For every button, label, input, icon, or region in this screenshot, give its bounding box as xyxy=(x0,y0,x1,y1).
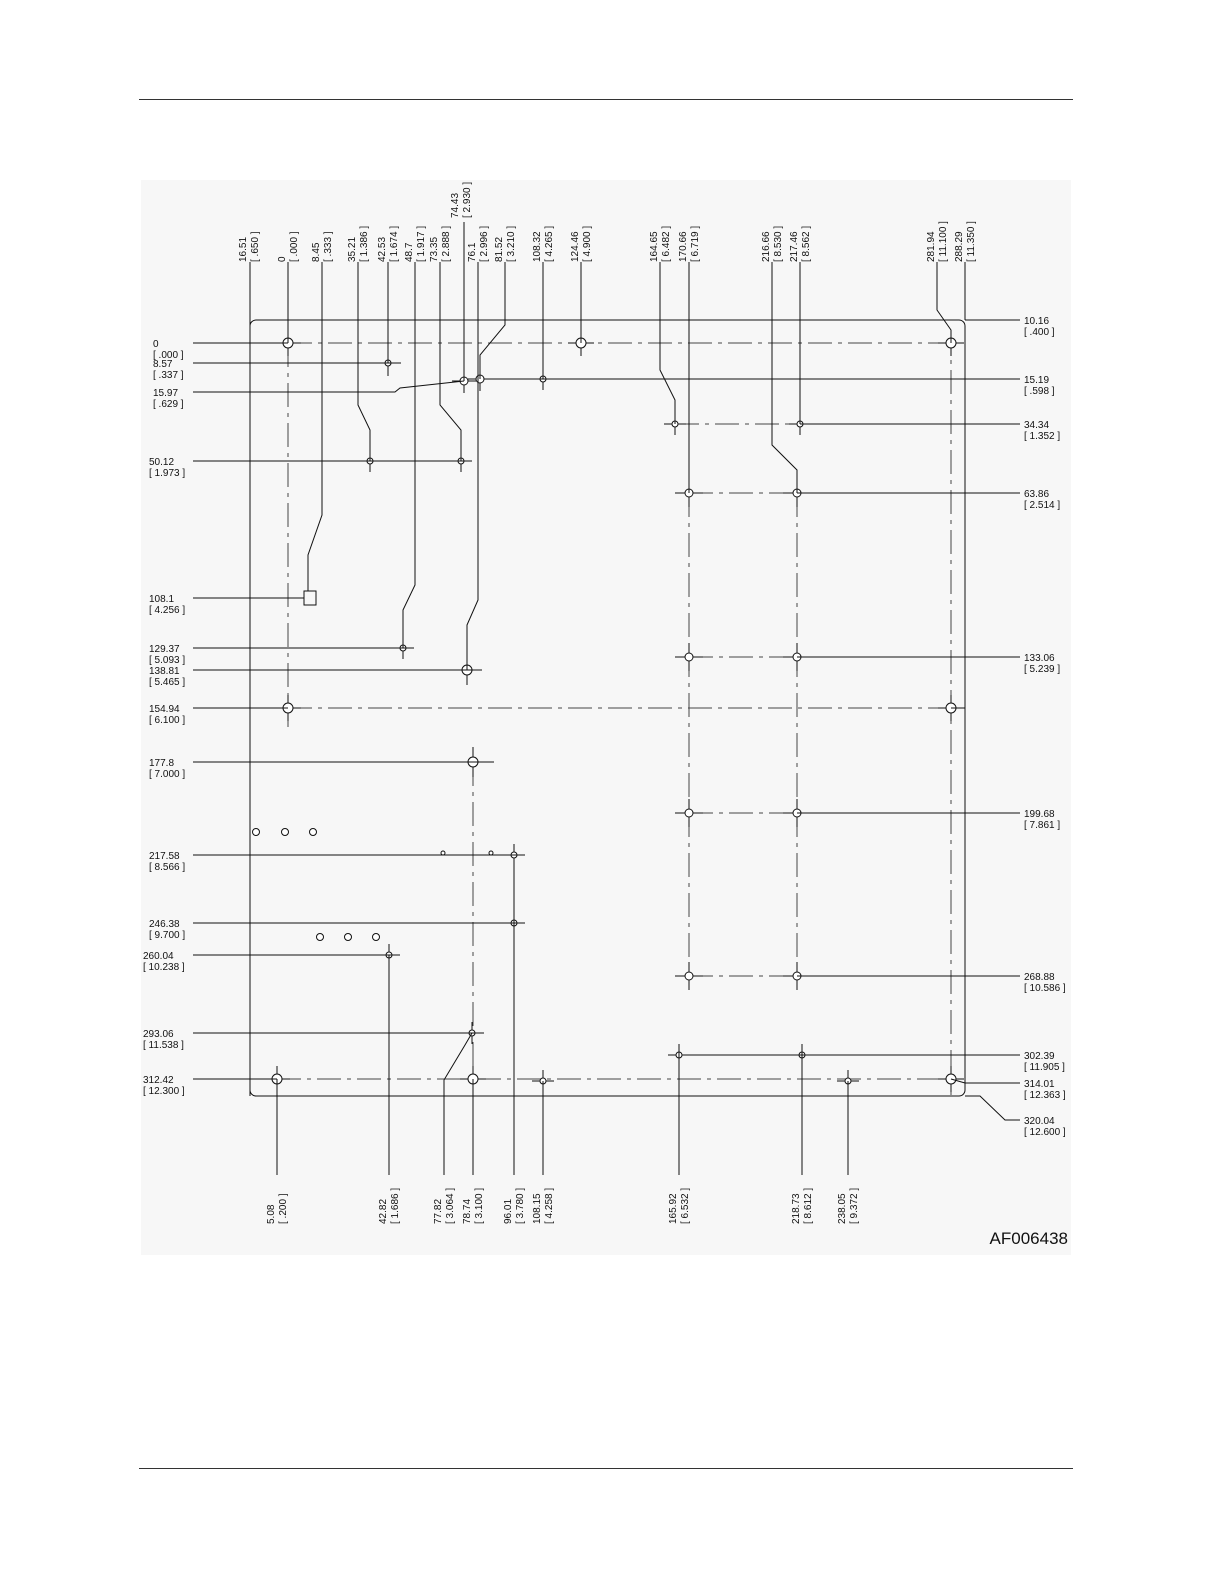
dim-label-bottom-0-mm: 5.08 xyxy=(266,1204,277,1224)
drawing-geometry xyxy=(250,320,965,1096)
dim-label-right-8-in: [ 12.363 ] xyxy=(1024,1090,1066,1101)
dim-label-top-15-mm: 217.46 xyxy=(789,231,800,262)
dim-label-right-4-mm: 133.06 xyxy=(1024,653,1055,664)
dim-label-bottom-6-mm: 165.92 xyxy=(668,1193,679,1224)
dim-label-top-14-in: [ 8.530 ] xyxy=(773,225,784,262)
dim-label-top-7-in: [ 2.930 ] xyxy=(462,181,473,218)
dim-label-left-8-mm: 177.8 xyxy=(149,758,175,769)
dim-label-left-11-in: [ 10.238 ] xyxy=(143,962,185,973)
dim-label-left-5-in: [ 5.093 ] xyxy=(149,655,186,666)
dim-label-right-3-mm: 63.86 xyxy=(1024,489,1050,500)
dim-label-right-6-in: [ 10.586 ] xyxy=(1024,983,1066,994)
dim-label-bottom-2-mm: 77.82 xyxy=(433,1198,444,1224)
dim-label-top-6-mm: 73.35 xyxy=(429,236,440,262)
dim-label-left-6-mm: 138.81 xyxy=(149,666,180,677)
mounting-hole xyxy=(685,809,693,817)
component-pad xyxy=(317,934,324,941)
mounting-holes xyxy=(253,330,965,1092)
dim-label-top-13-mm: 170.66 xyxy=(678,231,689,262)
dim-label-left-13-mm: 312.42 xyxy=(143,1075,174,1086)
dimension-leader xyxy=(193,381,464,392)
dim-label-right-9-in: [ 12.600 ] xyxy=(1024,1127,1066,1138)
dimension-leader xyxy=(308,262,322,591)
dim-label-right-3-in: [ 2.514 ] xyxy=(1024,500,1061,511)
dim-label-top-10-mm: 108.32 xyxy=(532,231,543,262)
dim-label-top-2-mm: 8.45 xyxy=(311,242,322,262)
dim-label-bottom-3-mm: 78.74 xyxy=(462,1198,473,1224)
dim-label-bottom-5-in: [ 4.258 ] xyxy=(544,1187,555,1224)
dim-label-top-4-mm: 42.53 xyxy=(377,236,388,262)
dim-label-right-7-in: [ 11.905 ] xyxy=(1024,1062,1065,1073)
dim-label-left-10-in: [ 9.700 ] xyxy=(149,930,186,941)
dimension-leader xyxy=(358,262,370,461)
dim-label-left-0-in: [ .000 ] xyxy=(153,350,184,361)
dim-label-bottom-1-in: [ 1.686 ] xyxy=(390,1187,401,1224)
dim-label-top-1-mm: 0 xyxy=(277,256,288,262)
dim-label-left-12-in: [ 11.538 ] xyxy=(143,1040,184,1051)
dim-label-top-1-in: [ .000 ] xyxy=(289,231,300,262)
dim-label-bottom-2-in: [ 3.064 ] xyxy=(445,1187,456,1224)
dim-label-top-5-in: [ 1.917 ] xyxy=(416,225,427,262)
dim-label-left-2-in: [ .629 ] xyxy=(153,399,184,410)
dim-label-top-6-in: [ 2.888 ] xyxy=(441,225,452,262)
dim-label-top-11-in: [ 4.900 ] xyxy=(582,225,593,262)
dim-label-top-15-in: [ 8.562 ] xyxy=(801,225,812,262)
component-pad xyxy=(310,829,317,836)
dimension-leader xyxy=(772,262,797,493)
dim-label-right-0-in: [ .400 ] xyxy=(1024,327,1055,338)
dim-label-top-14-mm: 216.66 xyxy=(761,231,772,262)
figure-id: AF006438 xyxy=(989,1229,1068,1248)
dim-label-left-10-mm: 246.38 xyxy=(149,919,180,930)
component-pad xyxy=(253,829,260,836)
dim-label-top-0-in: [ .650 ] xyxy=(250,231,261,262)
dim-label-left-5-mm: 129.37 xyxy=(149,644,180,655)
dim-label-top-3-in: [ 1.386 ] xyxy=(359,225,370,262)
dim-label-left-12-mm: 293.06 xyxy=(143,1029,174,1040)
dim-label-right-1-mm: 15.19 xyxy=(1024,375,1050,386)
dim-label-top-4-in: [ 1.674 ] xyxy=(389,225,400,262)
dim-label-bottom-5-mm: 108.15 xyxy=(532,1193,543,1224)
dim-label-right-9-mm: 320.04 xyxy=(1024,1116,1055,1127)
dim-label-top-9-mm: 81.52 xyxy=(494,236,505,262)
dim-label-top-12-in: [ 6.482 ] xyxy=(661,225,672,262)
mounting-hole xyxy=(685,653,693,661)
dim-label-top-7-mm: 74.43 xyxy=(450,192,461,218)
dim-label-top-13-in: [ 6.719 ] xyxy=(690,225,701,262)
dimension-leader xyxy=(440,262,461,461)
connector-symbol xyxy=(304,591,316,605)
dim-label-right-2-in: [ 1.352 ] xyxy=(1024,431,1061,442)
dim-label-left-3-mm: 50.12 xyxy=(149,457,175,468)
dim-label-bottom-8-mm: 238.05 xyxy=(837,1193,848,1224)
dim-label-left-2-mm: 15.97 xyxy=(153,388,179,399)
dim-label-top-17-in: [ 11.350 ] xyxy=(966,221,977,262)
dim-label-bottom-4-mm: 96.01 xyxy=(503,1198,514,1224)
dim-label-left-11-mm: 260.04 xyxy=(143,951,174,962)
component-pad xyxy=(282,829,289,836)
dimension-leader xyxy=(444,1033,472,1175)
dim-label-right-4-in: [ 5.239 ] xyxy=(1024,664,1061,675)
dim-label-top-16-mm: 281.94 xyxy=(926,231,937,262)
dim-label-right-0-mm: 10.16 xyxy=(1024,316,1050,327)
dim-label-right-5-mm: 199.68 xyxy=(1024,809,1055,820)
dimension-leader xyxy=(951,1079,1020,1083)
dim-label-bottom-3-in: [ 3.100 ] xyxy=(474,1187,485,1224)
dim-label-bottom-4-in: [ 3.780 ] xyxy=(515,1187,526,1224)
dim-label-bottom-6-in: [ 6.532 ] xyxy=(680,1187,691,1224)
dimension-leader xyxy=(965,1096,1020,1120)
dim-label-left-13-in: [ 12.300 ] xyxy=(143,1086,185,1097)
dim-label-top-16-in: [ 11.100 ] xyxy=(938,221,949,262)
dim-label-bottom-1-mm: 42.82 xyxy=(378,1198,389,1224)
component-pad xyxy=(345,934,352,941)
dim-label-left-9-mm: 217.58 xyxy=(149,851,180,862)
dim-label-left-6-in: [ 5.465 ] xyxy=(149,677,186,688)
dim-label-bottom-8-in: [ 9.372 ] xyxy=(849,1187,860,1224)
dim-label-bottom-0-in: [ .200 ] xyxy=(278,1193,289,1224)
dimension-leader xyxy=(937,262,951,343)
dimension-leader xyxy=(467,262,478,670)
dim-label-left-0-mm: 0 xyxy=(153,339,159,350)
dim-label-top-9-in: [ 3.210 ] xyxy=(506,225,517,262)
dim-label-left-7-mm: 154.94 xyxy=(149,704,180,715)
dim-label-left-9-in: [ 8.566 ] xyxy=(149,862,186,873)
dim-label-left-1-mm: 8.57 xyxy=(153,359,173,370)
dim-label-top-3-mm: 35.21 xyxy=(347,236,358,262)
component-pad xyxy=(441,851,445,855)
dim-label-right-2-mm: 34.34 xyxy=(1024,420,1050,431)
dim-label-top-0-mm: 16.51 xyxy=(238,236,249,262)
dim-label-left-7-in: [ 6.100 ] xyxy=(149,715,186,726)
dim-label-left-3-in: [ 1.973 ] xyxy=(149,468,186,479)
component-pad xyxy=(373,934,380,941)
dim-label-left-4-mm: 108.1 xyxy=(149,594,175,605)
dim-label-top-2-in: [ .333 ] xyxy=(323,231,334,262)
dim-label-top-17-mm: 288.29 xyxy=(954,231,965,262)
dim-label-top-10-in: [ 4.265 ] xyxy=(544,225,555,262)
dim-label-right-6-mm: 268.88 xyxy=(1024,972,1055,983)
dim-label-top-11-mm: 124.46 xyxy=(570,231,581,262)
dim-label-right-1-in: [ .598 ] xyxy=(1024,386,1055,397)
dim-label-top-8-mm: 76.1 xyxy=(467,242,478,262)
dim-label-right-8-mm: 314.01 xyxy=(1024,1079,1055,1090)
dimension-leaders xyxy=(193,222,1020,1175)
dim-label-left-4-in: [ 4.256 ] xyxy=(149,605,186,616)
dim-label-bottom-7-mm: 218.73 xyxy=(791,1193,802,1224)
dim-label-right-7-mm: 302.39 xyxy=(1024,1051,1055,1062)
dim-label-bottom-7-in: [ 8.612 ] xyxy=(803,1187,814,1224)
dimension-labels xyxy=(143,182,1066,1224)
dim-label-top-12-mm: 164.65 xyxy=(649,231,660,262)
dim-label-top-8-in: [ 2.996 ] xyxy=(479,225,490,262)
dim-label-right-5-in: [ 7.861 ] xyxy=(1024,820,1061,831)
dim-label-top-5-mm: 48.7 xyxy=(404,242,415,262)
component-pad xyxy=(489,851,493,855)
mounting-hole xyxy=(685,972,693,980)
dim-label-left-8-in: [ 7.000 ] xyxy=(149,769,186,780)
dim-label-left-1-in: [ .337 ] xyxy=(153,370,184,381)
